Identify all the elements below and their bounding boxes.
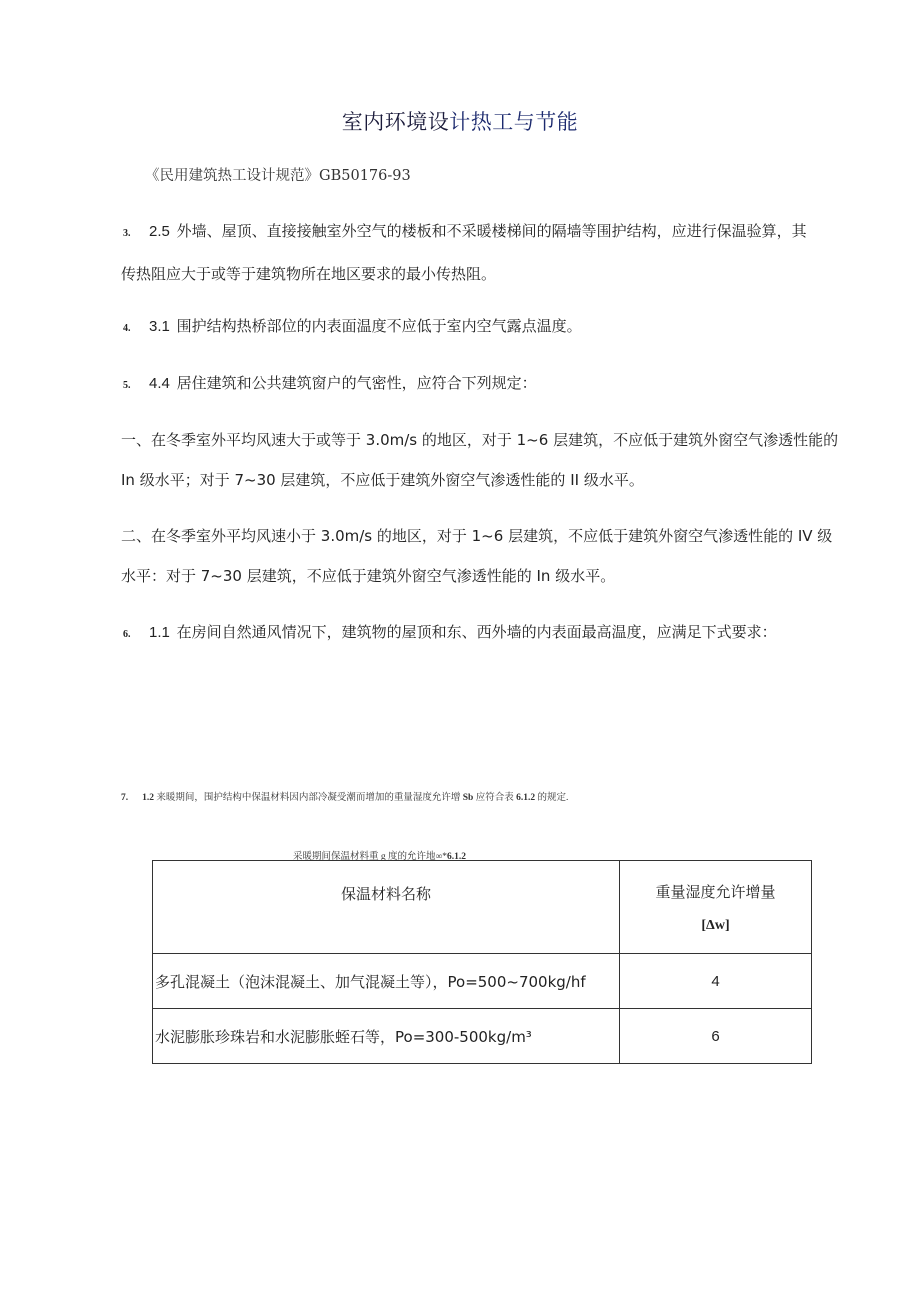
paragraph-line: 水平：对于 7~30 层建筑，不应低于建筑外窗空气渗透性能的 In 级水平。	[121, 567, 616, 585]
page-title	[0, 106, 920, 136]
paragraph-line: 二、在冬季室外平均风速小于 3.0m/s 的地区，对于 1~6 层建筑，不应低于建筑外窗空气渗透性能的 IV 级	[121, 527, 833, 545]
item-number: 4.	[123, 323, 131, 334]
paragraph-line: 一、在冬季室外平均风速大于或等于 3.0m/s 的地区，对于 1~6 层建筑，不应低于建筑外窗空气渗透性能的	[121, 431, 839, 449]
caption-text: 采暖期间保温材料重 g 度的允许地∞*	[293, 852, 448, 862]
clause-code: 1.2	[142, 793, 154, 803]
paragraph-line: In 级水平；对于 7~30 层建筑，不应低于建筑外窗空气渗透性能的 II 级水平。	[121, 471, 644, 489]
item-text: 居住建筑和公共建筑窗户的气密性，应符合下列规定：	[176, 374, 537, 392]
paragraph-1	[121, 420, 843, 500]
item-text: 在房间自然通风情况下，建筑物的屋顶和东、西外墙的内表面最高温度，应满足下式要求：	[176, 623, 777, 641]
item-text: 围护结构热桥部位的内表面温度不应低于室内空气露点温度。	[176, 317, 582, 335]
moisture-table	[152, 860, 812, 1064]
paragraph-2	[121, 516, 843, 596]
item-number: 3.	[123, 228, 131, 239]
clause-code: 4.4	[149, 375, 170, 392]
note-symbol: Sb	[462, 793, 474, 803]
material-name-cell: 水泥膨胀珍珠岩和水泥膨胀蛭石等，Po=300-500kg/m³	[153, 1009, 620, 1064]
material-name-cell: 多孔混凝土（泡沫混凝土、加气混凝土等），Po=500~700kg/hf	[153, 954, 620, 1009]
title-part-2: 计热工与节能	[449, 110, 579, 134]
item-text: 外墙、屋顶、直接接触室外空气的楼板和不采暖楼梯间的隔墙等围护结构，应进行保温验算，其	[176, 222, 807, 240]
header-label: 保温材料名称	[340, 885, 431, 903]
clause-code: 3.1	[149, 318, 170, 335]
header-label: 重量湿度允许增量	[655, 883, 776, 901]
note-text: 的规定.	[537, 793, 569, 803]
title-part-1: 室内环境设	[341, 110, 450, 134]
item-7-note	[121, 789, 568, 803]
note-text: 应符合表	[475, 793, 514, 803]
item-5	[123, 363, 843, 406]
item-4	[123, 306, 843, 349]
note-text: 来暖期间，围护结构中保温材料因内部冷凝受潮而增加的重量湿度允许增	[156, 793, 461, 803]
moisture-value-cell: 4	[620, 954, 812, 1009]
item-number: 5.	[123, 380, 131, 391]
clause-code: 2.5	[149, 223, 170, 240]
item-3	[123, 211, 843, 294]
item-text-continued: 传热阻应大于或等于建筑物所在地区要求的最小传热阻。	[121, 265, 497, 283]
table-reference: 6.1.2	[516, 793, 536, 803]
item-number: 7.	[121, 793, 129, 803]
moisture-value-cell: 6	[620, 1009, 812, 1064]
clause-code: 1.1	[149, 624, 170, 641]
item-number: 6.	[123, 629, 131, 640]
table-row	[153, 1009, 812, 1064]
header-moisture-increment	[620, 861, 812, 954]
item-6	[123, 612, 843, 655]
header-material-name	[153, 861, 620, 954]
standard-reference: 《民用建筑热工设计规范》GB50176-93	[145, 168, 411, 184]
header-unit: [Δw]	[701, 918, 730, 933]
table-row	[153, 954, 812, 1009]
table-header-row	[153, 861, 812, 954]
caption-number: 6.1.2	[447, 852, 467, 862]
